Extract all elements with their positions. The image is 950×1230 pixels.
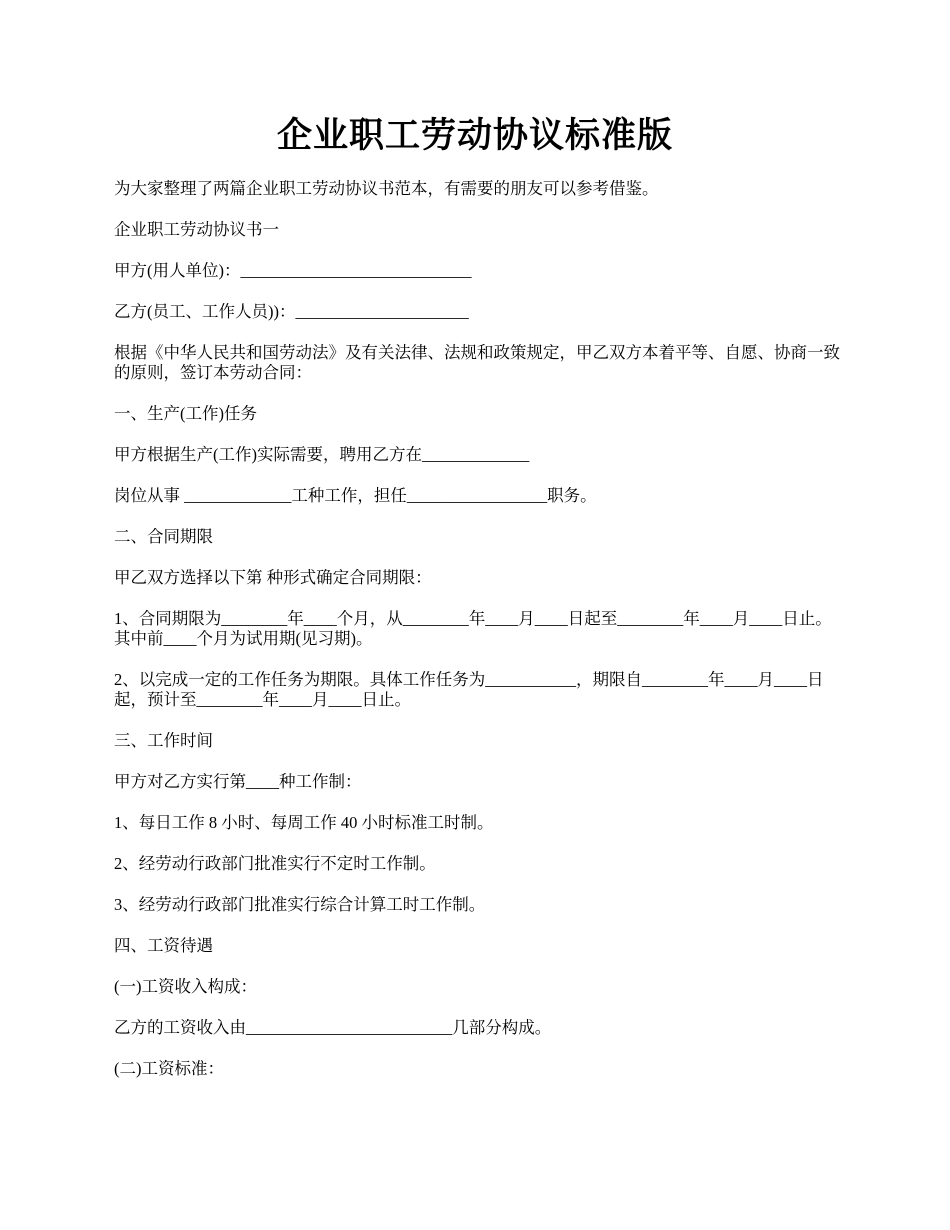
hours-option-1: 1、每日工作 8 小时、每周工作 40 小时标准工时制。 <box>114 813 494 832</box>
section-heading-task: 一、生产(工作)任务 <box>114 404 257 423</box>
wages-subheading-2: (二)工资标准： <box>114 1059 224 1078</box>
term-option-2: 2、以完成一定的工作任务为期限。具体工作任务为___________，期限自________年____月____日起，预计至________年____月____日止。 <box>114 670 824 709</box>
section-heading-hours: 三、工作时间 <box>114 731 213 750</box>
wages-composition: 乙方的工资收入由_________________________几部分构成。 <box>114 1018 552 1037</box>
preamble-paragraph: 根据《中华人民共和国劳动法》及有关法律、法规和政策规定，甲乙双方本着平等、自愿、协商一致的原则，签订本劳动合同： <box>114 343 840 382</box>
party-a-line: 甲方(用人单位)：____________________________ <box>114 261 472 280</box>
hours-option-3: 3、经劳动行政部门批准实行综合计算工时工作制。 <box>114 895 486 914</box>
party-b-line: 乙方(员工、工作人员))：_____________________ <box>114 302 469 321</box>
agreement-heading: 企业职工劳动协议书一 <box>114 220 279 239</box>
hours-option-2: 2、经劳动行政部门批准实行不定时工作制。 <box>114 854 436 873</box>
task-paragraph-2: 岗位从事 _____________工种工作，担任_________________职务。 <box>114 486 597 505</box>
wages-subheading-1: (一)工资收入构成： <box>114 977 257 996</box>
task-paragraph-1: 甲方根据生产(工作)实际需要，聘用乙方在_____________ <box>114 445 530 464</box>
document-body <box>114 179 844 1100</box>
document-title: 企业职工劳动协议标准版 <box>276 116 673 155</box>
section-heading-term: 二、合同期限 <box>114 527 213 546</box>
intro-paragraph: 为大家整理了两篇企业职工劳动协议书范本，有需要的朋友可以参考借鉴。 <box>114 179 659 198</box>
term-option-1: 1、合同期限为________年____个月，从________年____月____日起至________年____月____日止。其中前____个月为试用期(见习期)。 <box>114 609 832 648</box>
section-heading-wages: 四、工资待遇 <box>114 936 213 955</box>
term-intro: 甲乙双方选择以下第 种形式确定合同期限： <box>114 568 432 587</box>
hours-intro: 甲方对乙方实行第____种工作制： <box>114 772 362 791</box>
